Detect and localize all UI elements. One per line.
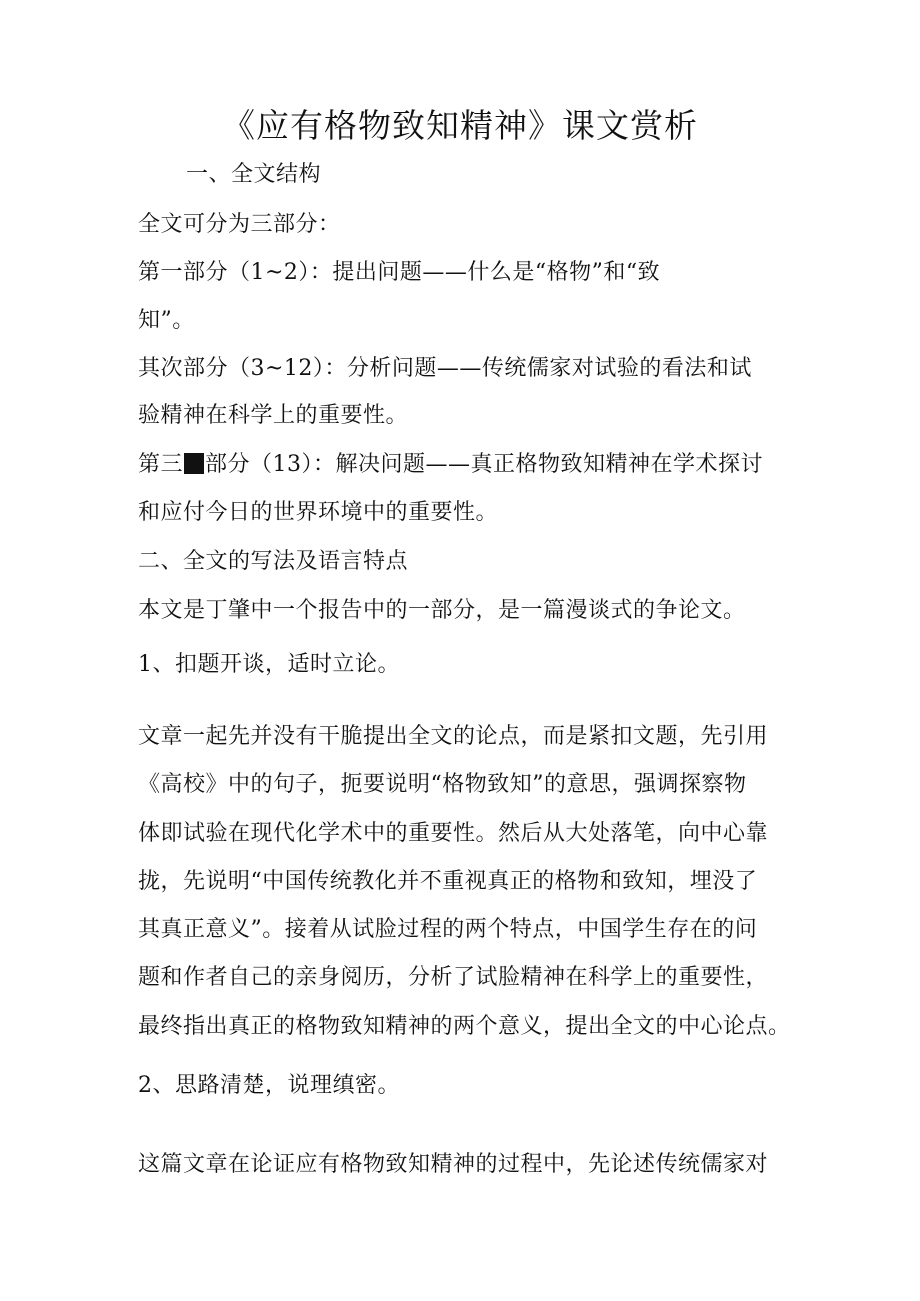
- paragraph-line: 最终指出真正的格物致知精神的两个意义，提出全文的中心论点。: [138, 1014, 791, 1039]
- paragraph-line: 验精神在科学上的重要性。: [138, 403, 409, 428]
- paragraph-line: 其真正意义”。接着从试脸过程的两个特点，中国学生存在的问: [138, 917, 758, 942]
- paragraph-line: 本文是丁肇中一个报告中的一部分，是一篇漫谈式的争论文。: [138, 598, 746, 623]
- paragraph-line: 全文可分为三部分：: [138, 212, 341, 237]
- section-heading-structure: 一、全文结构: [186, 162, 322, 187]
- section-heading-style: 二、全文的写法及语言特点: [138, 549, 409, 574]
- paragraph-line: 其次部分（3~12）：分析问题——传统儒家对试验的看法和试: [138, 356, 752, 381]
- part3-prefix: 第三: [138, 452, 184, 477]
- paragraph-line: 拢，先说明“中国传统教化并不重视真正的格物和致知，埋没了: [138, 869, 758, 894]
- redaction-block: [184, 453, 204, 474]
- paragraph-line: 第一部分（1~2）：提出问题——什么是“格物”和“致: [138, 260, 661, 285]
- part3-rest: 部分（13）：解决问题——真正格物致知精神在学术探讨: [205, 452, 764, 477]
- paragraph-line: 知”。: [138, 308, 195, 333]
- subheading-2: 2、思路清楚，说理缜密。: [138, 1073, 400, 1098]
- paragraph-line: 《高校》中的句子，扼要说明“格物致知”的意思，强调探察物: [138, 772, 747, 797]
- paragraph-line-part3: [138, 448, 763, 482]
- document-title: 《应有格物致知精神》课文赏析: [222, 106, 698, 145]
- paragraph-line: 和应付今日的世界环境中的重要性。: [138, 500, 499, 525]
- paragraph-line: 文章一起先并没有干脆提出全文的论点，而是紧扣文题，先引用: [138, 724, 769, 749]
- paragraph-line: 体即试验在现代化学术中的重要性。然后从大处落笔，向中心靠: [138, 821, 769, 846]
- paragraph-line: 题和作者自己的亲身阅历，分析了试脸精神在科学上的重要性，: [138, 965, 769, 990]
- paragraph-line: 这篇文章在论证应有格物致知精神的过程中，先论述传统儒家对: [138, 1152, 769, 1177]
- subheading-1: 1、扣题开谈，适时立论。: [138, 652, 400, 677]
